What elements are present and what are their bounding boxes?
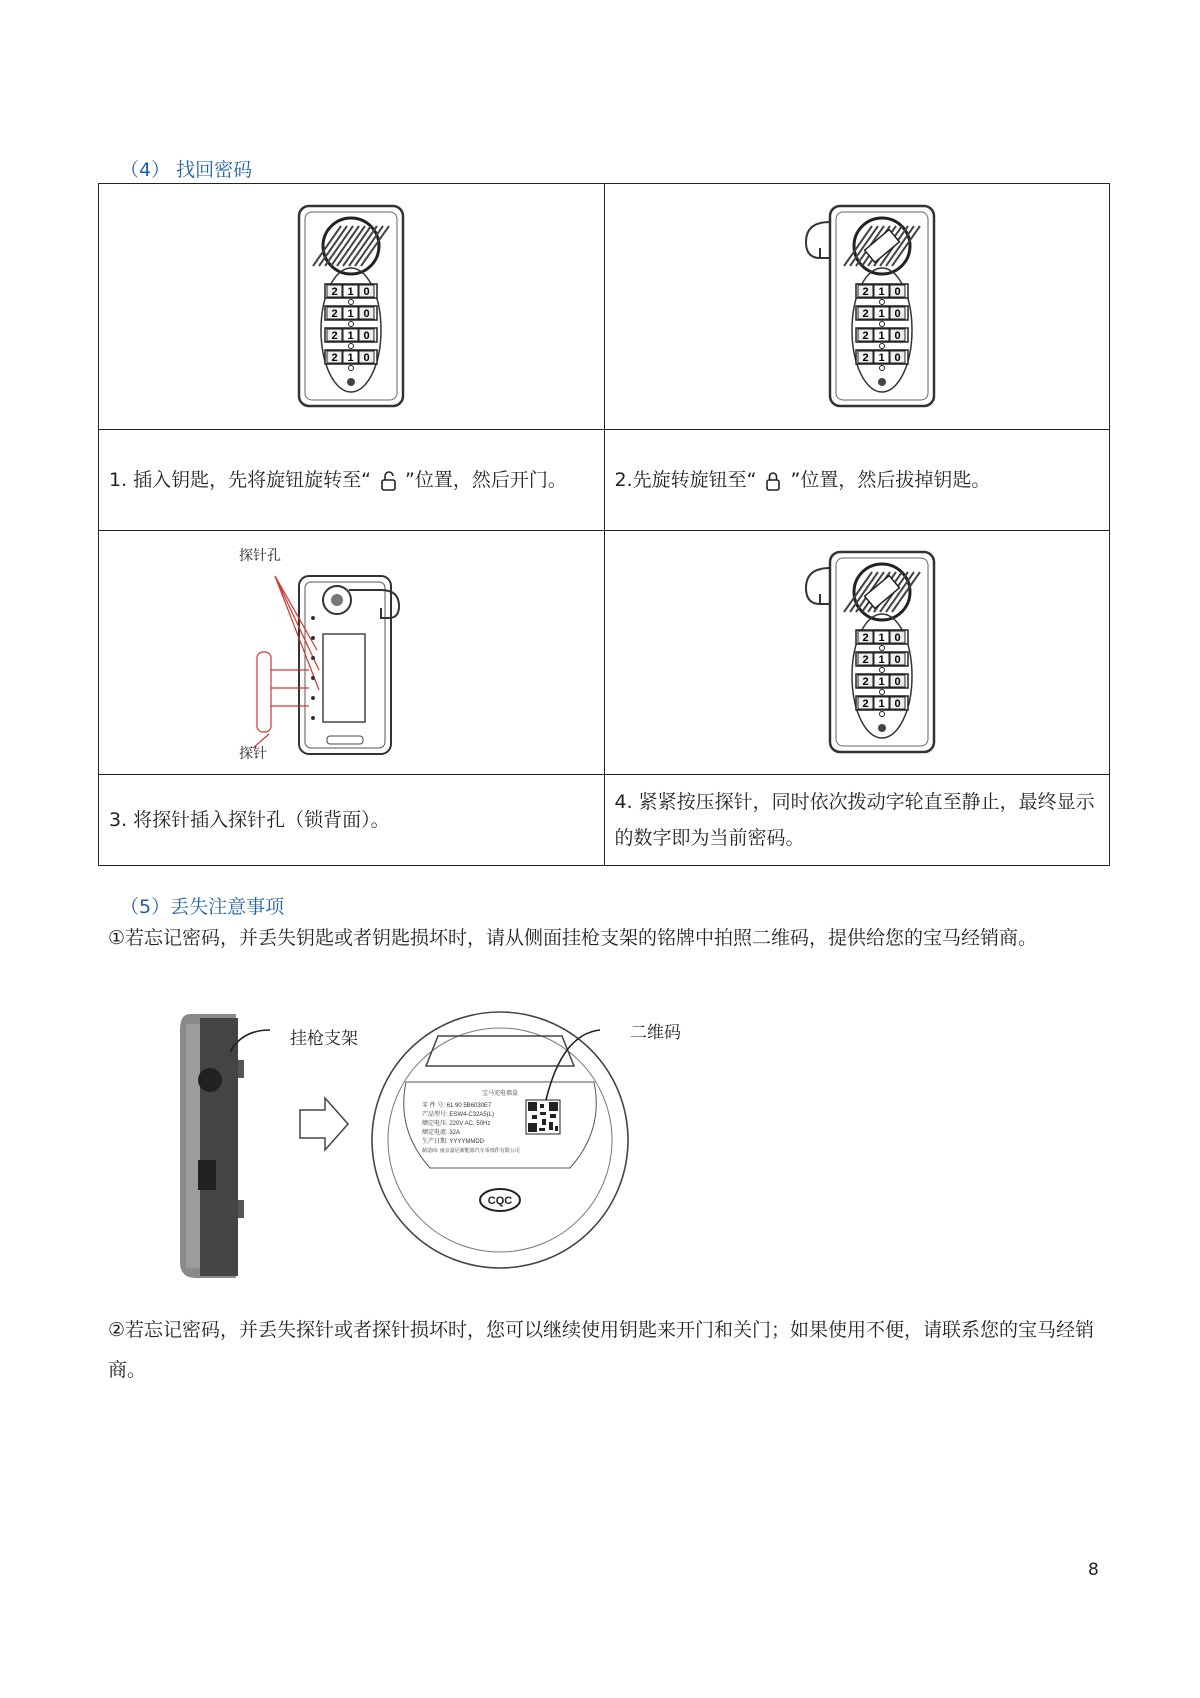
- qr-code-icon: [526, 1100, 560, 1134]
- svg-text:2: 2: [862, 697, 869, 710]
- svg-text:0: 0: [894, 697, 901, 710]
- svg-text:CQC: CQC: [487, 1195, 513, 1207]
- svg-text:1: 1: [878, 329, 885, 342]
- svg-text:二维码: 二维码: [630, 1023, 681, 1042]
- dial-wheel-row: [856, 284, 908, 298]
- svg-text:探针: 探针: [239, 744, 268, 761]
- svg-text:1: 1: [878, 285, 885, 298]
- svg-text:1: 1: [347, 351, 354, 364]
- svg-text:额定电流: 32A: 额定电流: 32A: [422, 1130, 461, 1136]
- dial-wheel-row: [856, 674, 908, 688]
- lock-illustration-key-turned: [772, 202, 942, 412]
- dial-wheel-row: [325, 306, 377, 320]
- svg-text:2: 2: [331, 285, 338, 298]
- svg-text:1: 1: [878, 307, 885, 320]
- dial-wheel-row: [856, 350, 908, 364]
- svg-text:0: 0: [894, 675, 901, 688]
- svg-text:0: 0: [894, 307, 901, 320]
- unlocked-padlock-icon: [377, 470, 399, 492]
- svg-text:2: 2: [862, 631, 869, 644]
- lost-key-paragraph: ①若忘记密码，并丢失钥匙或者钥匙损坏时，请从侧面挂枪支架的铭牌中拍照二维码，提供给您的宝马经销商。: [108, 927, 1038, 949]
- svg-text:0: 0: [894, 631, 901, 644]
- lock-illustration-key-inserted: [291, 202, 411, 412]
- step2-caption: 2.先旋转旋钮至“ ”位置，然后拔掉钥匙。: [604, 430, 1110, 531]
- lock-illustration-dial-reset: [772, 548, 942, 758]
- lost-probe-paragraph: ②若忘记密码，并丢失探针或者探针损坏时，您可以继续使用钥匙来开门和关门；如果使用不便，请联系您的宝马经销商。: [108, 1319, 1095, 1381]
- svg-text:0: 0: [894, 329, 901, 342]
- password-recovery-table: [98, 183, 1110, 866]
- svg-text:2: 2: [862, 285, 869, 298]
- step2-image-cell: [604, 184, 1110, 430]
- svg-text:1: 1: [878, 653, 885, 666]
- svg-text:2: 2: [862, 307, 869, 320]
- step3-image-cell: [99, 531, 605, 775]
- svg-text:探针孔: 探针孔: [239, 546, 282, 563]
- svg-text:1: 1: [347, 307, 354, 320]
- locked-padlock-icon: [762, 470, 784, 492]
- charger-nameplate-figure: [170, 1000, 890, 1290]
- step1-caption: 1. 插入钥匙，先将旋钮旋转至“ ”位置，然后开门。: [99, 430, 605, 531]
- svg-text:1: 1: [347, 285, 354, 298]
- svg-text:2: 2: [862, 329, 869, 342]
- dial-wheel-row: [325, 284, 377, 298]
- svg-text:2: 2: [862, 351, 869, 364]
- section-4-heading: （4） 找回密码: [120, 159, 253, 181]
- svg-text:2: 2: [862, 675, 869, 688]
- dial-wheel-row: [856, 696, 908, 710]
- svg-text:0: 0: [363, 307, 370, 320]
- step1-image-cell: [99, 184, 605, 430]
- svg-text:挂枪支架: 挂枪支架: [290, 1029, 358, 1048]
- step3-caption: 3. 将探针插入探针孔（锁背面）。: [99, 775, 605, 866]
- svg-text:0: 0: [363, 285, 370, 298]
- svg-text:0: 0: [894, 653, 901, 666]
- dial-wheel-row: [856, 328, 908, 342]
- svg-text:生产日期: YYYYMMDD: 生产日期: YYYYMMDD: [422, 1139, 485, 1145]
- svg-text:1: 1: [878, 675, 885, 688]
- step4-image-cell: [604, 531, 1110, 775]
- svg-text:1: 1: [878, 351, 885, 364]
- svg-text:1: 1: [347, 329, 354, 342]
- svg-text:0: 0: [363, 329, 370, 342]
- svg-text:0: 0: [363, 351, 370, 364]
- page-number: 8: [1088, 1560, 1099, 1580]
- svg-text:产品型号: ESW4-C32A5(L): 产品型号: ESW4-C32A5(L): [422, 1112, 495, 1118]
- svg-text:1: 1: [878, 631, 885, 644]
- dial-wheel-row: [856, 630, 908, 644]
- svg-text:0: 0: [894, 285, 901, 298]
- lock-back-probe-illustration: [201, 538, 501, 768]
- svg-text:宝马充电墙盒: 宝马充电墙盒: [481, 1091, 519, 1097]
- section-5-heading: （5）丢失注意事项: [120, 896, 285, 918]
- dial-wheel-row: [325, 350, 377, 364]
- svg-text:2: 2: [331, 351, 338, 364]
- svg-text:1: 1: [878, 697, 885, 710]
- step4-caption: 4. 紧紧按压探针，同时依次拨动字轮直至静止，最终显示的数字即为当前密码。: [604, 775, 1110, 866]
- svg-text:0: 0: [894, 351, 901, 364]
- svg-text:零 件 号: 61 90 5B6030E7: 零 件 号: 61 90 5B6030E7: [422, 1103, 492, 1109]
- arrow-icon: [300, 1098, 348, 1150]
- svg-text:额定电压: 220V AC, 50Hz: 额定电压: 220V AC, 50Hz: [422, 1121, 491, 1127]
- svg-text:2: 2: [862, 653, 869, 666]
- dial-wheel-row: [856, 652, 908, 666]
- svg-text:2: 2: [331, 329, 338, 342]
- svg-text:2: 2: [331, 307, 338, 320]
- svg-text:制造商: 南京嘉尼新能源汽车零部件有限公司: 制造商: 南京嘉尼新能源汽车零部件有限公司: [422, 1148, 520, 1154]
- dial-wheel-row: [325, 328, 377, 342]
- dial-wheel-row: [856, 306, 908, 320]
